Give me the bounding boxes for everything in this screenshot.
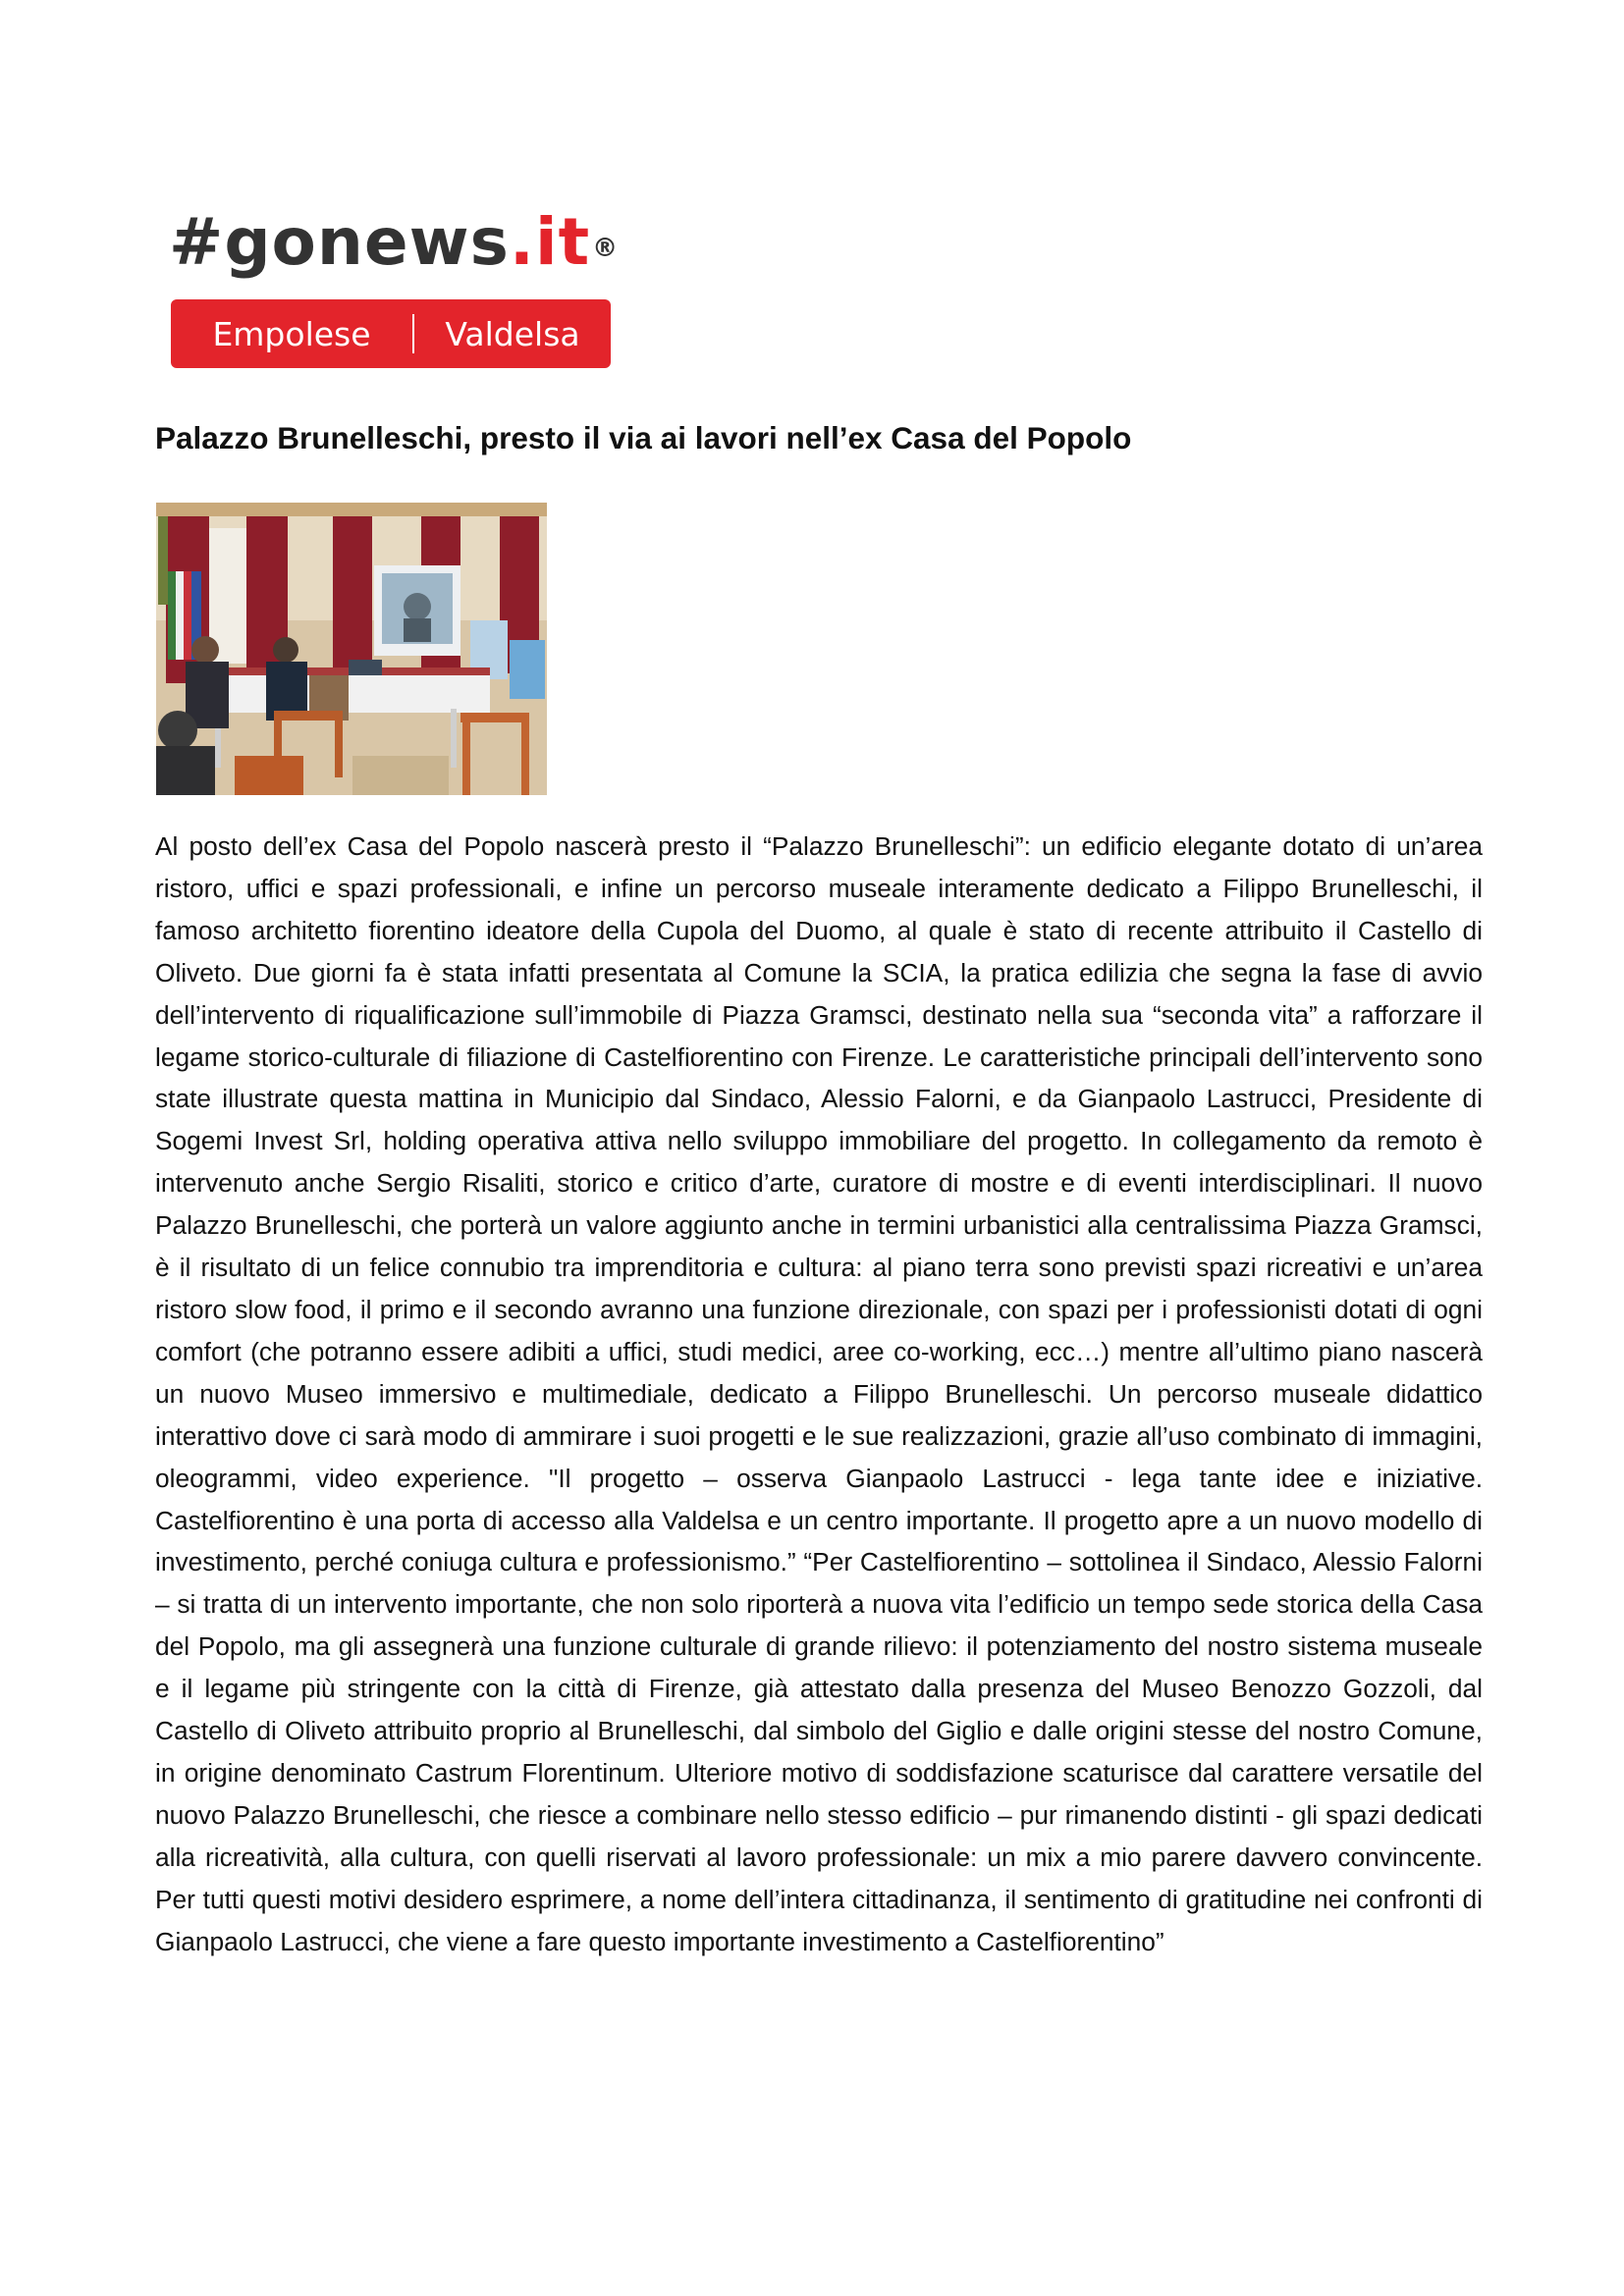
article-paragraph: Al posto dell’ex Casa del Popolo nascerà presto il “Palazzo Brunelleschi”: un edificio elegante dotato di un’area ristoro, uffici e spazi professionali, e infine un percorso museale interamente dedicato a Filippo Brunelleschi, il famoso architetto fiorentino ideatore della Cupola del Duomo, al quale è stato di recente attribuito il Castello di Oliveto. Due giorni fa è stata infatti presentata al Comune la SCIA, la pratica edilizia che segna la fase di avvio dell’intervento di riqualificazione sull’immobile di Piazza Gramsci, destinato nella sua “seconda vita” a rafforzare il legame storico-culturale di filiazione di Castelfiorentino con Firenze. Le caratteristiche principali dell’intervento sono state illustrate questa mattina in Municipio dal Sindaco, Alessio Falorni, e da Gianpaolo Lastrucci, Presidente di Sogemi Invest Srl, holding operativa attiva nello sviluppo immobiliare del progetto. In collegamento da remoto è intervenuto anche Sergio Risaliti, storico e critico d’arte, curatore di mostre e di eventi interdisciplinari. Il nuovo Palazzo Brunelleschi, che porterà un valore aggiunto anche in termini urbanistici alla centralissima Piazza Gramsci, è il risultato di un felice connubio tra imprenditoria e cultura: al piano terra sono previsti spazi ricreativi e un’area ristoro slow food, il primo e il secondo avranno una funzione direzionale, con spazi per i professionisti dotati di ogni comfort (che potranno essere adibiti a uffici, studi medici, aree co-working, ecc…) mentre all’ultimo piano nascerà un nuovo Museo immersivo e multimediale, dedicato a Filippo Brunelleschi. Un percorso museale didattico interattivo dove ci sarà modo di ammirare i suoi progetti e le sue realizzazioni, grazie all’uso combinato di immagini, oleogrammi, video experience. "Il progetto – osserva Gianpaolo Lastrucci - lega tante idee e iniziative. Castelfiorentino è una porta di accesso alla Valdelsa e un centro importante. Il progetto apre a un nuovo modello di investimento, perché coniuga cultura e professionismo.” “Per Castelfiorentino – sottolinea il Sindaco, Alessio Falorni – si tratta di un intervento importante, che non solo riporterà a nuova vita l’edificio un tempo sede storica della Casa del Popolo, ma gli assegnerà una funzione culturale di grande rilievo: il potenziamento del nostro sistema museale e il legame più stringente con la città di Firenze, già attestato dalla presenza del Museo Benozzo Gozzoli, dal Castello di Oliveto attribuito proprio al Brunelleschi, dal simbolo del Giglio e dalle origini stesse del nostro Comune, in origine denominato Castrum Florentinum. Ulteriore motivo di soddisfazione scaturisce dal carattere versatile del nuovo Palazzo Brunelleschi, che riesce a combinare nello stesso edificio – pur rimanendo distinti - gli spazi dedicati alla ricreatività, alla cultura, con quelli riservati al lavoro professionale: un mix a mio parere davvero convincente. Per tutti questi motivi desidero esprimere, a nome dell’intera cittadinanza, il sentimento di gratitudine nei confronti di Gianpaolo Lastrucci, che viene a fare questo importante investimento a Castelfiorentino” (155, 831, 1483, 1956)
press-conference-photo (156, 503, 547, 795)
logo-wordmark (169, 204, 621, 281)
logo-tld: .it (509, 204, 591, 280)
logo-region-badge (171, 299, 611, 368)
logo-registered-mark: ® (592, 234, 620, 263)
region-left-label: Empolese (212, 314, 371, 353)
article-body (155, 826, 1483, 1962)
gonews-logo[interactable] (169, 204, 621, 353)
article-title: Palazzo Brunelleschi, presto il via ai lavori nell’ex Casa del Popolo (155, 420, 1132, 455)
logo-hash: # (169, 204, 225, 280)
logo-brand: gonews (224, 204, 510, 280)
region-right-label: Valdelsa (445, 314, 580, 353)
article-photo (156, 503, 547, 795)
